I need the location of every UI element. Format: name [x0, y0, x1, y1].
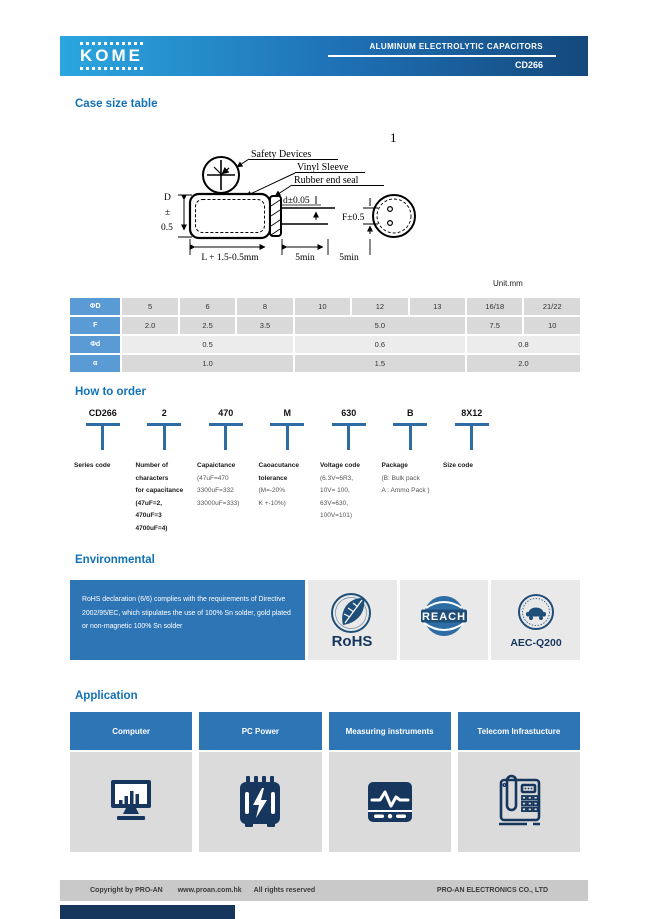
order-line: Number of: [135, 462, 168, 469]
app-card-telecom: [458, 712, 580, 852]
order-line: (B: Bulk pack: [381, 474, 420, 482]
footer-copyright: Copyright by PRO-AN: [90, 887, 163, 894]
table-cell: 3.5: [237, 317, 292, 334]
capacitor-end-view: [373, 195, 415, 237]
section-heading-application: Application: [75, 690, 138, 702]
dim-lead-spacing: F±0.5: [342, 213, 365, 223]
aec-q200-badge: [491, 580, 580, 660]
order-line: characters: [135, 474, 169, 482]
app-card-measuring-instruments: [329, 712, 451, 852]
order-line: 33000uF=333): [197, 499, 240, 507]
order-item: [318, 408, 380, 535]
order-item: [72, 408, 134, 535]
part-number-breakdown: [72, 408, 503, 535]
computer-icon: [103, 774, 159, 830]
order-line: 63V=630,: [320, 499, 349, 507]
dim-lead-min-1: 5min: [295, 253, 315, 263]
order-code: CD266: [88, 408, 117, 418]
dim-diameter-letter: D: [164, 193, 171, 203]
dim-lead-diameter: d±0.05: [283, 196, 310, 206]
header-divider: [328, 55, 556, 57]
dim-diameter-pm: ±: [165, 208, 171, 218]
section-heading-how-to-order: How to order: [75, 386, 146, 398]
order-item: [441, 408, 503, 535]
table-row: [70, 336, 580, 353]
logo-dots-top: [80, 42, 144, 45]
connector-stem: [470, 426, 473, 450]
order-description: [441, 460, 503, 473]
logo-dots-bottom: [80, 67, 144, 70]
order-line: (47uF=2,: [135, 499, 163, 507]
table-cell: 8: [237, 298, 292, 315]
table-cell: 7.5: [467, 317, 522, 334]
connector-stem: [409, 426, 412, 450]
order-line: for capacitance: [135, 487, 184, 494]
order-item: [257, 408, 319, 535]
table-row-header: α: [70, 355, 120, 372]
order-description: [195, 460, 257, 510]
dim-lead-min-2: 5min: [339, 253, 359, 263]
table-cell: 13: [410, 298, 465, 315]
series-number: CD266: [514, 60, 543, 70]
section-heading-environmental: Environmental: [75, 554, 155, 566]
table-cell: 21/22: [524, 298, 580, 315]
callout-safety-devices: Safety Devices: [251, 149, 312, 160]
case-size-table: [68, 296, 582, 374]
table-cell: 0.6: [295, 336, 465, 353]
svg-text:REACH: REACH: [421, 611, 467, 623]
connector-stem: [163, 426, 166, 450]
footer-website-link[interactable]: www.proan.com.hk: [177, 887, 242, 894]
footer-bar: [60, 880, 588, 901]
order-item: [380, 408, 442, 535]
connector-stem: [224, 426, 227, 450]
oscilloscope-icon: [362, 774, 418, 830]
order-line: (47uF=470: [197, 474, 229, 482]
callout-rubber-end-seal: Rubber end seal: [294, 175, 359, 186]
dim-body-length: L + 1.5-0.5mm: [201, 253, 259, 263]
rohs-badge: [308, 580, 397, 660]
table-cell: 10: [524, 317, 580, 334]
document-title: ALUMINUM ELECTROLYTIC CAPACITORS: [369, 42, 543, 51]
compliance-badges: [308, 580, 580, 660]
table-cell: 10: [295, 298, 350, 315]
connector-stem: [101, 426, 104, 450]
order-code: 8X12: [461, 408, 483, 418]
order-code: 2: [161, 408, 167, 418]
footer-accent-bar: [60, 905, 235, 919]
svg-text:RoHS: RoHS: [331, 633, 373, 650]
safety-vent-icon: [203, 157, 239, 193]
order-description: [257, 460, 319, 510]
order-item: [195, 408, 257, 535]
app-card-title: Computer: [70, 712, 192, 750]
table-row: [70, 355, 580, 372]
order-line: Size code: [443, 462, 473, 469]
application-cards: [70, 712, 580, 852]
rohs-leaf-icon: [317, 588, 387, 652]
table-cell: 1.0: [122, 355, 292, 372]
order-line: 10V= 100,: [320, 487, 350, 494]
order-line: K +-10%): [258, 499, 286, 507]
order-line: Capaictance: [197, 462, 236, 469]
table-cell: 2.5: [180, 317, 235, 334]
table-cell: 6: [180, 298, 235, 315]
callout-vinyl-sleeve: Vinyl Sleeve: [297, 162, 349, 173]
order-line: 470uF=3: [135, 512, 162, 519]
table-cell: 1.5: [295, 355, 465, 372]
order-code: B: [407, 408, 414, 418]
order-description: [72, 460, 134, 473]
order-line: Package: [381, 462, 408, 469]
order-line: Series code: [74, 462, 111, 469]
dim-diameter-tol: 0.5: [161, 223, 173, 233]
footer-rights: All rights reserved: [253, 887, 316, 894]
aec-q200-car-icon: [501, 588, 571, 652]
order-line: (6.3V=6R3,: [320, 474, 354, 482]
app-card-title: Telecom Infrastucture: [458, 712, 580, 750]
header-banner: [60, 36, 588, 76]
table-row: [70, 298, 580, 315]
connector-stem: [286, 426, 289, 450]
power-supply-icon: [232, 774, 288, 830]
reach-globe-icon: [409, 588, 479, 652]
order-item: [134, 408, 196, 535]
table-row-header: ΦD: [70, 298, 120, 315]
order-code: M: [283, 408, 291, 418]
capacitor-dimension-diagram: [158, 126, 468, 266]
table-cell: 5: [122, 298, 177, 315]
table-cell: 5.0: [295, 317, 465, 334]
table-cell: 2.0: [122, 317, 177, 334]
order-description: [134, 460, 196, 535]
connector-stem: [347, 426, 350, 450]
unit-label: Unit.mm: [493, 279, 523, 288]
kome-logo: [80, 41, 144, 71]
order-line: (M=-20%: [258, 487, 286, 494]
app-card-computer: [70, 712, 192, 852]
app-card-title: Measuring instruments: [329, 712, 451, 750]
order-description: [380, 460, 442, 498]
order-code: 630: [341, 408, 357, 418]
table-cell: 0.5: [122, 336, 292, 353]
table-row-header: F: [70, 317, 120, 334]
order-line: 3300uF=332: [197, 487, 234, 494]
table-cell: 2.0: [467, 355, 580, 372]
app-card-pc-power: [199, 712, 321, 852]
rohs-declaration-text: RoHS declaration (6/6) complies with the requirements of Directive 2002/95/EC, which stipulates the use of 100% Sn solder, gold plated or non-magnetic 100% Sn solder: [70, 580, 305, 660]
page-number: 1: [390, 130, 397, 145]
table-cell: 12: [352, 298, 407, 315]
table-row-header: Φd: [70, 336, 120, 353]
section-heading-case-size: Case size table: [75, 98, 158, 110]
reach-badge: [400, 580, 489, 660]
svg-text:AEC-Q200: AEC-Q200: [509, 637, 562, 649]
table-cell: 0.8: [467, 336, 580, 353]
footer-company: PRO-AN ELECTRONICS CO., LTD: [436, 887, 548, 894]
capacitor-body-drawing: [190, 194, 335, 238]
order-description: [318, 460, 380, 523]
order-line: Voltage code: [320, 462, 360, 469]
table-cell: 16/18: [467, 298, 522, 315]
order-line: 100V=101): [320, 512, 352, 519]
order-line: A : Ammo Pack ): [381, 487, 430, 494]
table-row: [70, 317, 580, 334]
telephone-icon: [491, 774, 547, 830]
logo-text: KOME: [80, 46, 143, 65]
order-line: 4700uF=4): [135, 524, 168, 532]
order-line: Caoacutance: [258, 462, 299, 469]
order-code: 470: [218, 408, 234, 418]
order-line: tolerance: [258, 474, 288, 482]
app-card-title: PC Power: [199, 712, 321, 750]
